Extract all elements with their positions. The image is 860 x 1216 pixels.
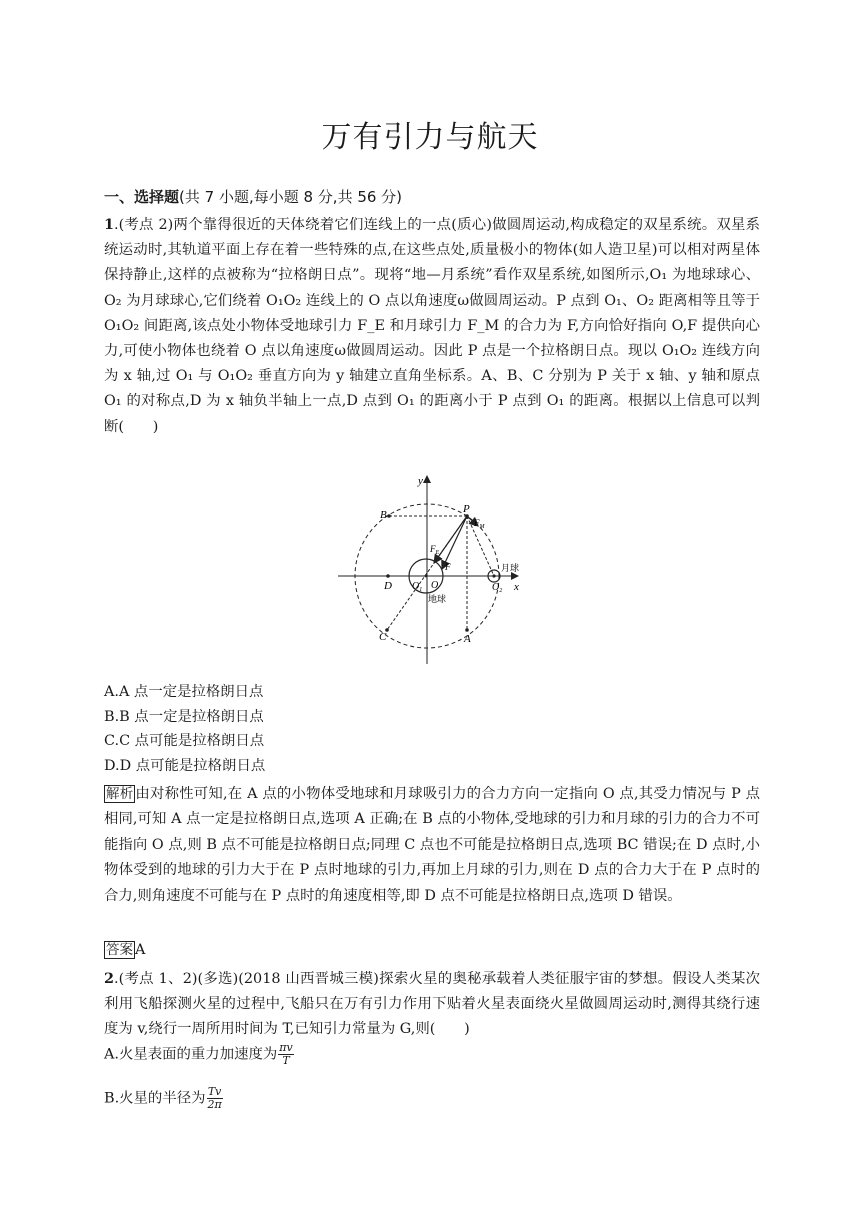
lagrange-point-diagram [330, 468, 530, 668]
question-1-analysis [104, 782, 760, 909]
page-title: 万有引力与航天 [321, 120, 539, 155]
q2-option-a-text: A.火星表面的重力加速度为 [104, 1046, 278, 1063]
analysis-tag: 解析 [106, 786, 134, 802]
label-d: D [384, 580, 392, 592]
label-moon: 月球 [501, 563, 520, 573]
option-c: C.C 点可能是拉格朗日点 [104, 733, 265, 750]
point-d [386, 574, 390, 578]
label-earth: 地球 [428, 594, 447, 604]
point-o2 [492, 574, 495, 577]
section-heading-label: 一、选择题 [104, 188, 180, 206]
option-d: D.D 点可能是拉格朗日点 [104, 757, 266, 774]
label-o2: $O_2$ [492, 582, 503, 594]
question-2-number: 2 [104, 970, 115, 987]
label-o: O [431, 580, 439, 591]
question-2-option-a [104, 1042, 294, 1067]
label-a: A [464, 633, 471, 645]
option-a: A.A 点一定是拉格朗日点 [104, 684, 264, 700]
question-1-options [104, 680, 265, 778]
point-a [465, 628, 469, 632]
label-o1: $O_1$ [412, 581, 423, 593]
section-heading [104, 186, 402, 207]
label-p: P [463, 503, 470, 515]
question-2-text: .(考点 1、2)(多选)(2018 山西晋城三模)探索火星的奥秘承载着人类征服宇宙的梦想。假设人类某次利用飞船探测火星的过程中,飞船只在万有引力作用下贴着火星表面绕火星做圆周运动时,测得其绕行速度为 v,绕行一周所用时间为 T,已知引力常量为 G,则( ) [104, 971, 760, 1038]
label-c: C [379, 631, 387, 643]
q2-option-b-text: B.火星的半径为 [104, 1090, 206, 1107]
section-heading-note: (共 7 小题,每小题 8 分,共 56 分) [179, 188, 403, 206]
question-1-answer [104, 938, 145, 958]
point-b [387, 514, 391, 518]
label-b: B [380, 509, 387, 521]
point-o1 [425, 575, 428, 578]
analysis-text: 由对称性可知,在 A 点的小物体受地球和月球吸引力的合力方向一定指向 O 点,其受力情况与 P 点相同,可知 A 点一定是拉格朗日点,选项 A 正确;在 B 点的小物体,受地球的引力和月球的引力的合力不可能指向 O 点,则 B 点不可能是拉格朗日点;同理 C 点也不可能是拉格朗日点,选项 BC 错误;在 D 点时,小物体受到的地球的引力大于在 P 点时地球的引力,再加上月球的引力,则在 D 点的合力大于在 P 点时的合力,则角速度不可能与在 P 点时的角速度相等,即 D 点不可能是拉格朗日点,选项 D 错误。 [104, 786, 760, 904]
question-1-text: .(考点 2)两个靠得很近的天体绕着它们连线上的一点(质心)做圆周运动,构成稳定的双星系统。双星系统运动时,其轨道平面上存在着一些特殊的点,在这些点处,质量极小的物体(如人造卫星)可以相对两星体保持静止,这样的点被称为“拉格朗日点”。现将“地—月系统”看作双星系统,如图所示,O₁ 为地球球心、O₂ 为月球球心,它们绕着 O₁O₂ 连线上的 O 点以角速度ω做圆周运动。P 点到 O₁、O₂ 距离相等且等于 O₁O₂ 间距离,该点处小物体受地球引力 F_E 和月球引力 F_M 的合力为 F,方向恰好指向 O,F 提供向心力,可使小物体也绕着 O 点以角速度ω做圆周运动。因此 P 点是一个拉格朗日点。现以 O₁O₂ 连线方向为 x 轴,过 O₁ 与 O₁O₂ 垂直方向为 y 轴建立直角坐标系。A、B、C 分别为 P 关于 x 轴、y 轴和原点 O₁ 的对称点,D 为 x 轴负半轴上一点,D 点到 O₁ 的距离小于 P 点到 O₁ 的距离。根据以上信息可以判断( ) [104, 217, 760, 435]
question-2 [104, 966, 760, 1043]
label-y: y [418, 475, 423, 487]
answer-tag: 答案 [106, 942, 133, 958]
question-1 [104, 212, 760, 440]
answer-value: A [135, 942, 146, 958]
label-fm: $F_M$ [474, 518, 485, 530]
q2-option-a-fraction: $\frac{\pi v}{T}$ [279, 1041, 293, 1067]
option-b: B.B 点一定是拉格朗日点 [104, 708, 264, 725]
label-f: F [445, 562, 451, 572]
label-x: x [514, 581, 519, 593]
question-1-number: 1 [104, 216, 115, 233]
q2-option-b-fraction: $\frac{Tv}{2\pi}$ [207, 1085, 222, 1111]
label-fe: $F_E$ [430, 544, 440, 556]
question-2-option-b [104, 1086, 223, 1111]
